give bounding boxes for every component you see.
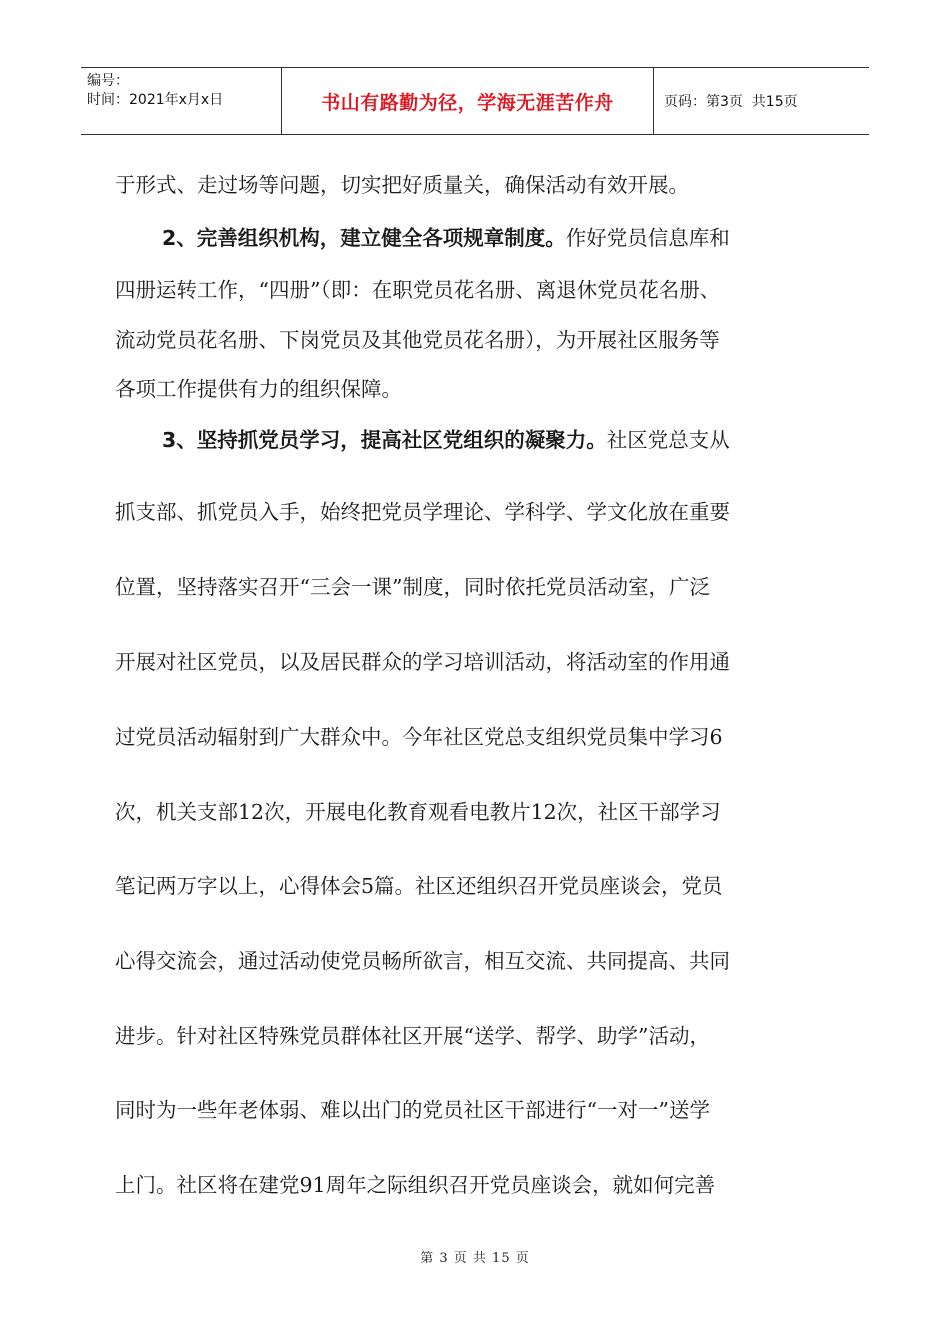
text-line: 上门。社区将在建党91周年之际组织召开党员座谈会，就如何完善 — [115, 1173, 716, 1197]
header-motto: 书山有路勤为径，学海无涯苦作舟 — [282, 68, 654, 134]
document-header — [81, 67, 869, 135]
text-line — [162, 221, 845, 251]
text-line: 次，机关支部12次，开展电化教育观看电教片12次，社区干部学习 — [115, 800, 721, 824]
text-line: 过党员活动辐射到广大群众中。今年社区党总支组织党员集中学习6 — [115, 725, 723, 749]
header-meta — [81, 68, 282, 134]
text-line: 开展对社区党员，以及居民群众的学习培训活动，将活动室的作用通 — [115, 650, 730, 674]
section-heading: 3、坚持抓党员学习，提高社区党组织的凝聚力。 — [162, 428, 607, 452]
text-line — [162, 423, 845, 453]
page-footer: 第 3 页 共 15 页 — [420, 1251, 530, 1266]
time-label: 时间：2021年x月x日 — [87, 92, 224, 108]
text-run: 社区党总支从 — [606, 428, 730, 452]
text-line: 于形式、走过场等问题，切实把好质量关，确保活动有效开展。 — [115, 173, 689, 197]
page-code-text: 页码：第3页 共15页 — [664, 94, 798, 110]
text-line: 同时为一些年老体弱、难以出门的党员社区干部进行“一对一”送学 — [115, 1098, 710, 1122]
text-run: 作好党员信息库和 — [565, 226, 730, 250]
number-label: 编号： — [87, 73, 129, 89]
text-line: 抓支部、抓党员入手，始终把党员学理论、学科学、学文化放在重要 — [115, 500, 730, 524]
text-line: 流动党员花名册、下岗党员及其他党员花名册），为开展社区服务等 — [115, 328, 720, 352]
text-line: 心得交流会，通过活动使党员畅所欲言，相互交流、共同提高、共同 — [115, 949, 730, 973]
text-line: 进步。针对社区特殊党员群体社区开展“送学、帮学、助学”活动， — [115, 1024, 710, 1048]
text-line: 位置，坚持落实召开“三会一课”制度，同时依托党员活动室，广泛 — [115, 575, 710, 599]
header-page-code — [654, 68, 869, 134]
text-line: 笔记两万字以上，心得体会5篇。社区还组织召开党员座谈会，党员 — [115, 874, 723, 898]
text-line: 四册运转工作，“四册”（即：在职党员花名册、离退休党员花名册、 — [115, 278, 721, 302]
text-line: 各项工作提供有力的组织保障。 — [115, 377, 402, 401]
section-heading: 2、完善组织机构，建立健全各项规章制度。 — [162, 226, 566, 250]
